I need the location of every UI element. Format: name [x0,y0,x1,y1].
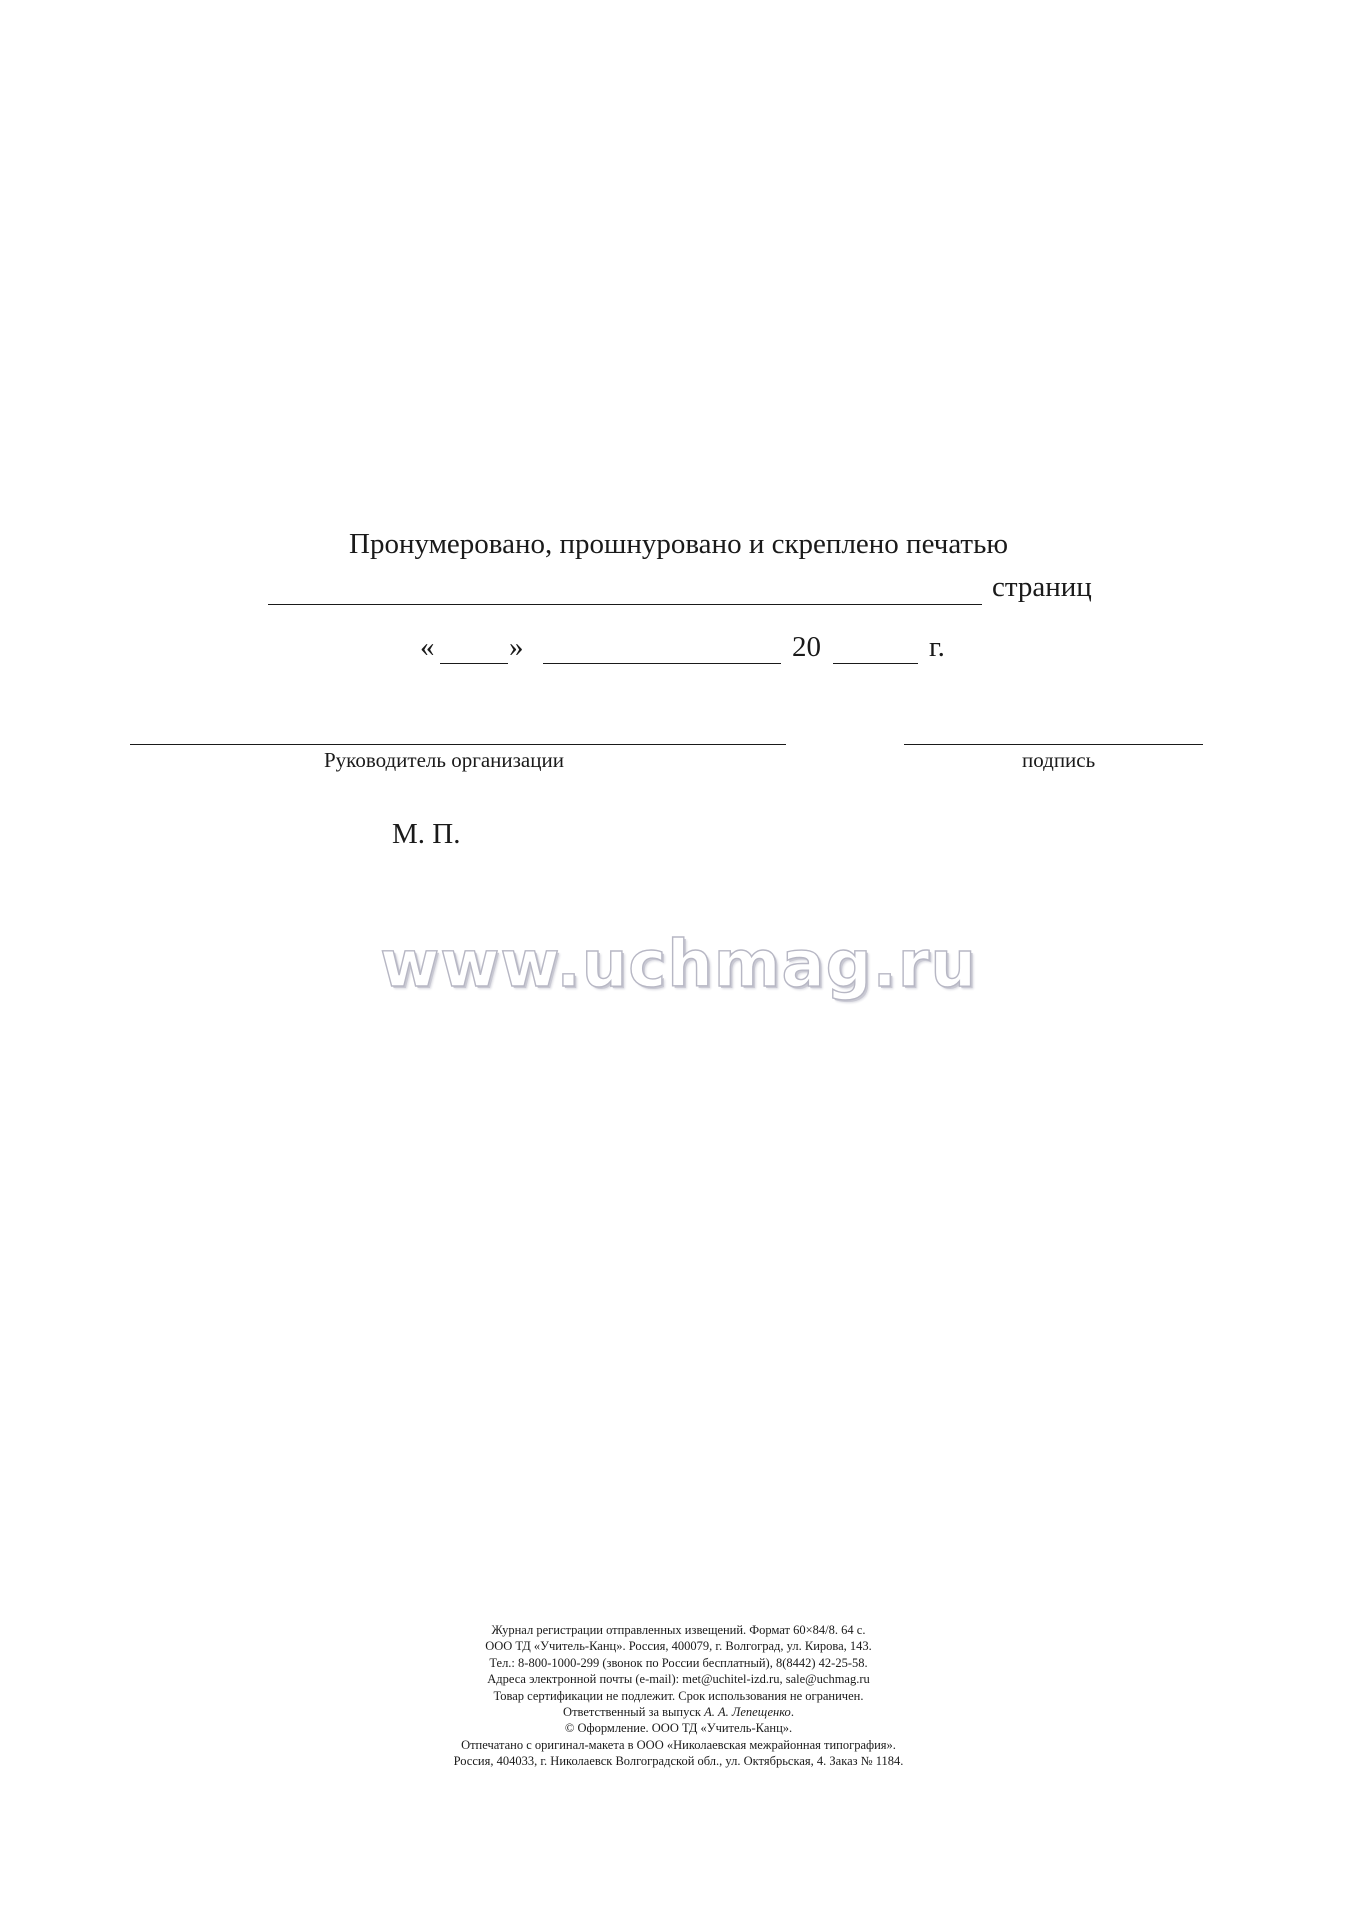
imprint-line: ООО ТД «Учитель-Канц». Россия, 400079, г. Волгоград, ул. Кирова, 143. [485,1639,872,1654]
head-of-organization-caption: Руководитель организации [324,748,564,772]
signature-line [904,744,1203,745]
head-of-organization-line [130,744,786,745]
date-year-suffix: г. [929,631,945,663]
imprint-line: Отпечатано с оригинал-макета в ООО «Николаевская межрайонная типография». [461,1737,896,1752]
imprint-line: © Оформление. ООО ТД «Учитель-Канц». [564,1721,793,1736]
responsible-name: А. А. Лепещенко [704,1705,791,1720]
imprint-block [0,1622,1357,1770]
date-year-blank-line [833,663,918,664]
date-close-quote: » [509,631,524,663]
pages-count-blank-line [268,604,982,605]
date-open-quote: « [420,631,435,663]
seal-place-mark: М. П. [392,818,461,850]
watermark: www.uchmag.ru [380,928,977,1002]
imprint-line: Тел.: 8-800-1000-299 (звонок по России бесплатный), 8(8442) 42-25-58. [489,1655,868,1670]
pages-label: страниц [992,571,1092,603]
imprint-line [0,1704,1357,1720]
page-title: Пронумеровано, прошнуровано и скреплено печатью [349,528,1008,560]
signature-caption: подпись [1022,748,1096,772]
imprint-line: Журнал регистрации отправленных извещений. Формат 60×84/8. 64 с. [491,1623,866,1637]
responsible-label: Ответственный за выпуск [563,1705,705,1720]
imprint-line: Адреса электронной почты (e-mail): met@uchitel-izd.ru, sale@uchmag.ru [487,1672,870,1687]
date-day-blank-line [440,663,508,664]
date-month-blank-line [543,663,781,664]
imprint-line: Россия, 404033, г. Николаевск Волгоградской обл., ул. Октябрьская, 4. Заказ № 1184. [453,1754,904,1769]
imprint-line: Товар сертификации не подлежит. Срок использования не ограничен. [493,1688,864,1703]
responsible-period: . [790,1705,794,1720]
date-century: 20 [792,631,821,663]
